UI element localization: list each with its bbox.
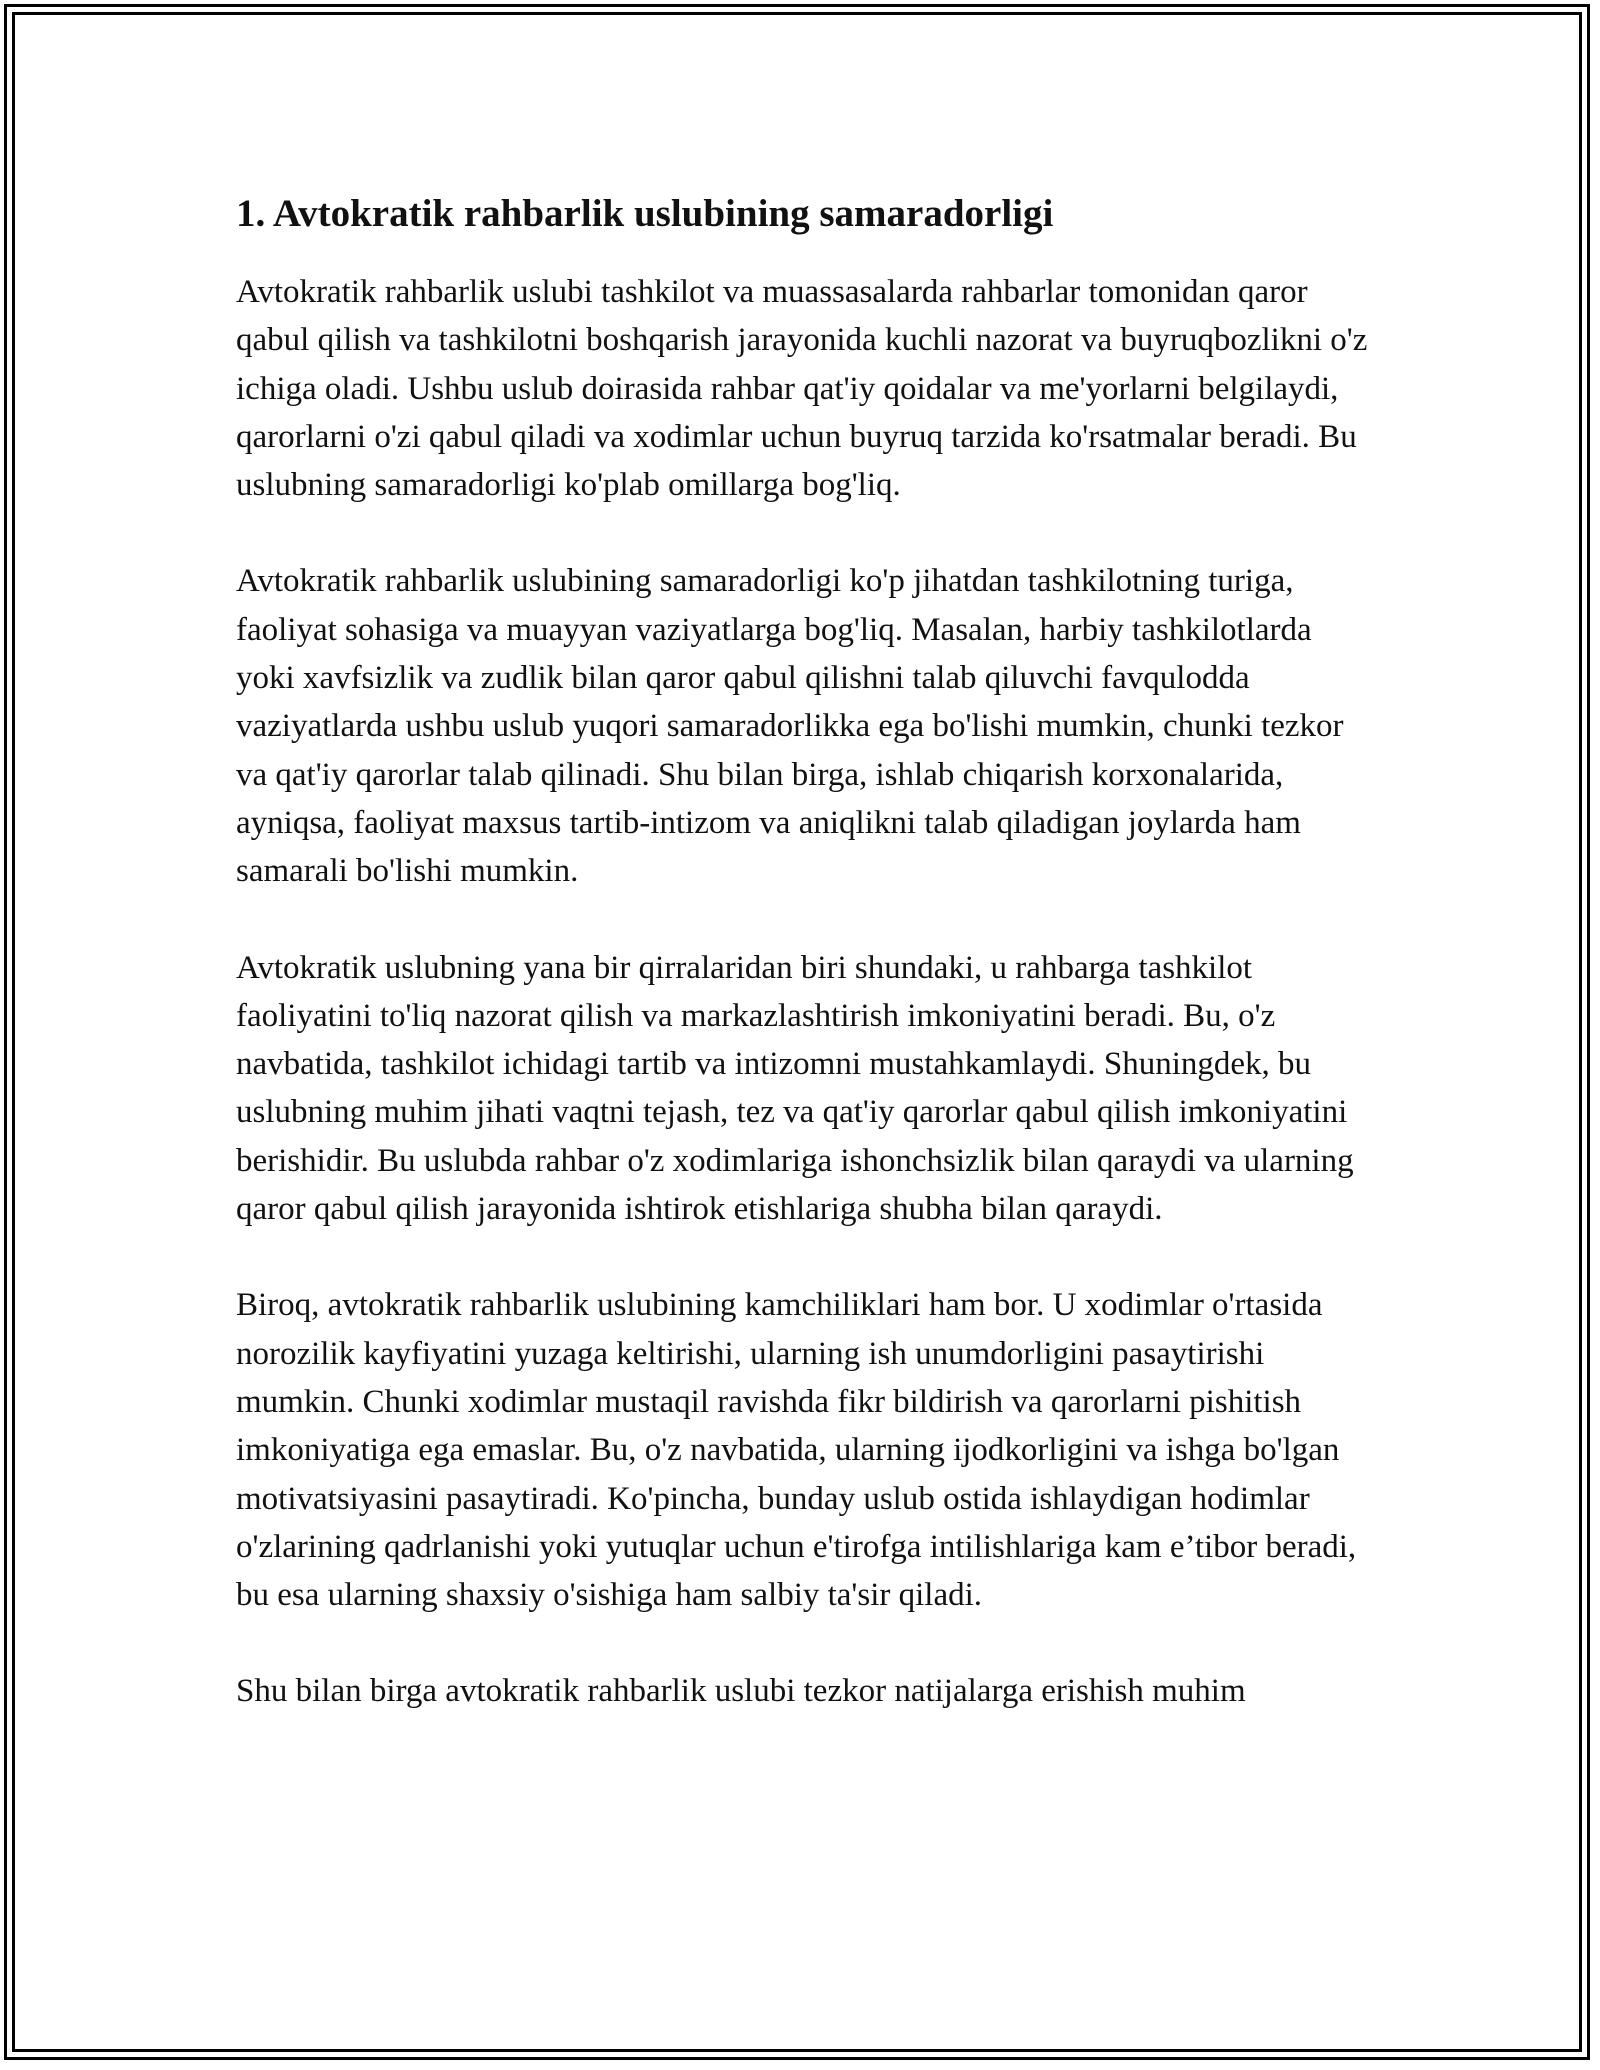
paragraph-4: Biroq, avtokratik rahbarlik uslubining kamchiliklari ham bor. U xodimlar o'rtasida norozilik kayfiyatini yuzaga keltirishi, ularning ish unumdorligini pasaytirishi mumkin. Chunki xodimlar mustaqil ravishda fikr bildirish va qarorlarni pishitish imkoniyatiga ega emaslar. Bu, o'z navbatida, ularning ijodkorligini va ishga bo'lgan motivatsiyasini pasaytiradi. Ko'pincha, bunday uslub ostida ishlaydigan hodimlar o'zlarining qadrlanishi yoki yutuqlar uchun e'tirofga intilishlariga kam e’tibor beradi, bu esa ularning shaxsiy o'sishiga ham salbiy ta'sir qiladi. (236, 1287, 1357, 1614)
document-body (236, 186, 1376, 1764)
paragraph-3: Avtokratik uslubning yana bir qirralaridan biri shundaki, u rahbarga tashkilot faoliyatini to'liq nazorat qilish va markazlashtirish imkoniyatini beradi. Bu, o'z navbatida, tashkilot ichidagi tartib va intizomni mustahkamlaydi. Shuningdek, bu uslubning muhim jihati vaqtni tejash, tez va qat'iy qarorlar qabul qilish imkoniyatini berishidir. Bu uslubda rahbar o'z xodimlariga ishonchsizlik bilan qaraydi va ularning qaror qabul qilish jarayonida ishtirok etishlariga shubha bilan qaraydi. (236, 949, 1354, 1228)
paragraph-1: Avtokratik rahbarlik uslubi tashkilot va muassasalarda rahbarlar tomonidan qaror qabul qilish va tashkilotni boshqarish jarayonida kuchli nazorat va buyruqbozlikni o'z ichiga oladi. Ushbu uslub doirasida rahbar qat'iy qoidalar va me'yorlarni belgilaydi, qarorlarni o'zi qabul qiladi va xodimlar uchun buyruq tarzida ko'rsatmalar beradi. Bu uslubning samaradorligi ko'plab omillarga bog'liq. (236, 274, 1368, 504)
section-heading: 1. Avtokratik rahbarlik uslubining samaradorligi (236, 192, 1054, 235)
paragraph-2: Avtokratik rahbarlik uslubining samaradorligi ko'p jihatdan tashkilotning turiga, faoliyat sohasiga va muayyan vaziyatlarga bog'liq. Masalan, harbiy tashkilotlarda yoki xavfsizlik va zudlik bilan qaror qabul qilishni talab qiluvchi favqulodda vaziyatlarda ushbu uslub yuqori samaradorlikka ega bo'lishi mumkin, chunki tezkor va qat'iy qarorlar talab qilinadi. Shu bilan birga, ishlab chiqarish korxonalarida, ayniqsa, faoliyat maxsus tartib-intizom va aniqlikni talab qiladigan joylarda ham samarali bo'lishi mumkin. (236, 563, 1344, 890)
paragraph-5: Shu bilan birga avtokratik rahbarlik uslubi tezkor natijalarga erishish muhim (236, 1673, 1246, 1710)
